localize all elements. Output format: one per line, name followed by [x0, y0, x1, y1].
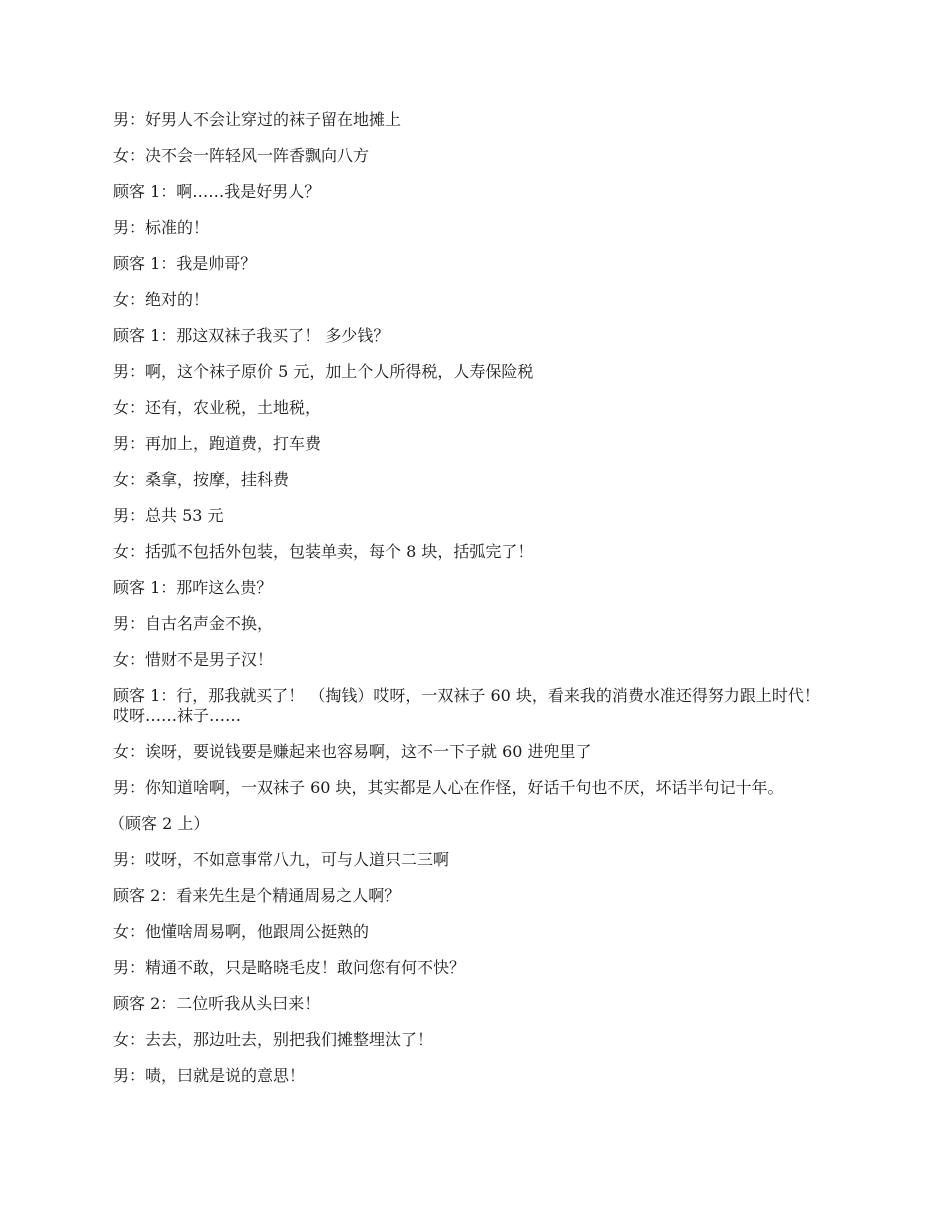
dialogue-line: 女：还有，农业税，土地税， [113, 398, 322, 417]
dialogue-line: 顾客 2：看来先生是个精通周易之人啊？ [113, 886, 401, 905]
dialogue-line: 男：啊，这个袜子原价 5 元，加上个人所得税，人寿保险税 [113, 362, 534, 381]
dialogue-line: 男：你知道啥啊，一双袜子 60 块，其实都是人心在作怪，好话千句也不厌，坏话半句记十年。 [113, 778, 784, 797]
dialogue-line: 顾客 1：我是帅哥？ [113, 254, 257, 273]
dialogue-line: 女：决不会一阵轻风一阵香飘向八方 [113, 146, 370, 165]
dialogue-line: 顾客 1：行，那我就买了！ （掏钱）哎呀，一双袜子 60 块，看来我的消费水准还得努力跟上时代！哎呀……袜子…… [113, 686, 820, 725]
dialogue-line: 男：自古名声金不换， [113, 614, 274, 633]
dialogue-line: 男：标准的！ [113, 218, 210, 237]
dialogue-line: 女：括弧不包括外包装，包装单卖，每个 8 块，括弧完了！ [113, 542, 534, 561]
dialogue-line: 女：去去，那边吐去，别把我们摊整埋汰了！ [113, 1030, 434, 1049]
dialogue-line: 男：啧，曰就是说的意思！ [113, 1066, 306, 1085]
dialogue-line: 女：诶呀，要说钱要是赚起来也容易啊，这不一下子就 60 进兜里了 [113, 742, 592, 761]
dialogue-line: 男：精通不敢，只是略晓毛皮！敢问您有何不快？ [113, 958, 466, 977]
dialogue-line: 男：好男人不会让穿过的袜子留在地摊上 [113, 110, 402, 129]
dialogue-line: 顾客 2：二位听我从头曰来！ [113, 994, 321, 1013]
dialogue-line: 女：桑拿，按摩，挂科费 [113, 470, 290, 489]
dialogue-line: 男：哎呀，不如意事常八九，可与人道只二三啊 [113, 850, 450, 869]
dialogue-line: 男：再加上，跑道费，打车费 [113, 434, 322, 453]
dialogue-line: 男：总共 53 元 [113, 506, 224, 525]
dialogue-line: 女：他懂啥周易啊，他跟周公挺熟的 [113, 922, 370, 941]
dialogue-line: 女：惜财不是男子汉！ [113, 650, 274, 669]
dialogue-line: 顾客 1：那咋这么贵？ [113, 578, 273, 597]
script-text [109, 110, 833, 1102]
stage-direction: （顾客 2 上） [109, 814, 210, 833]
dialogue-line: 顾客 1：那这双袜子我买了！ 多少钱？ [113, 326, 390, 345]
dialogue-line: 女：绝对的！ [113, 290, 210, 309]
dialogue-line: 顾客 1：啊……我是好男人？ [113, 182, 321, 201]
